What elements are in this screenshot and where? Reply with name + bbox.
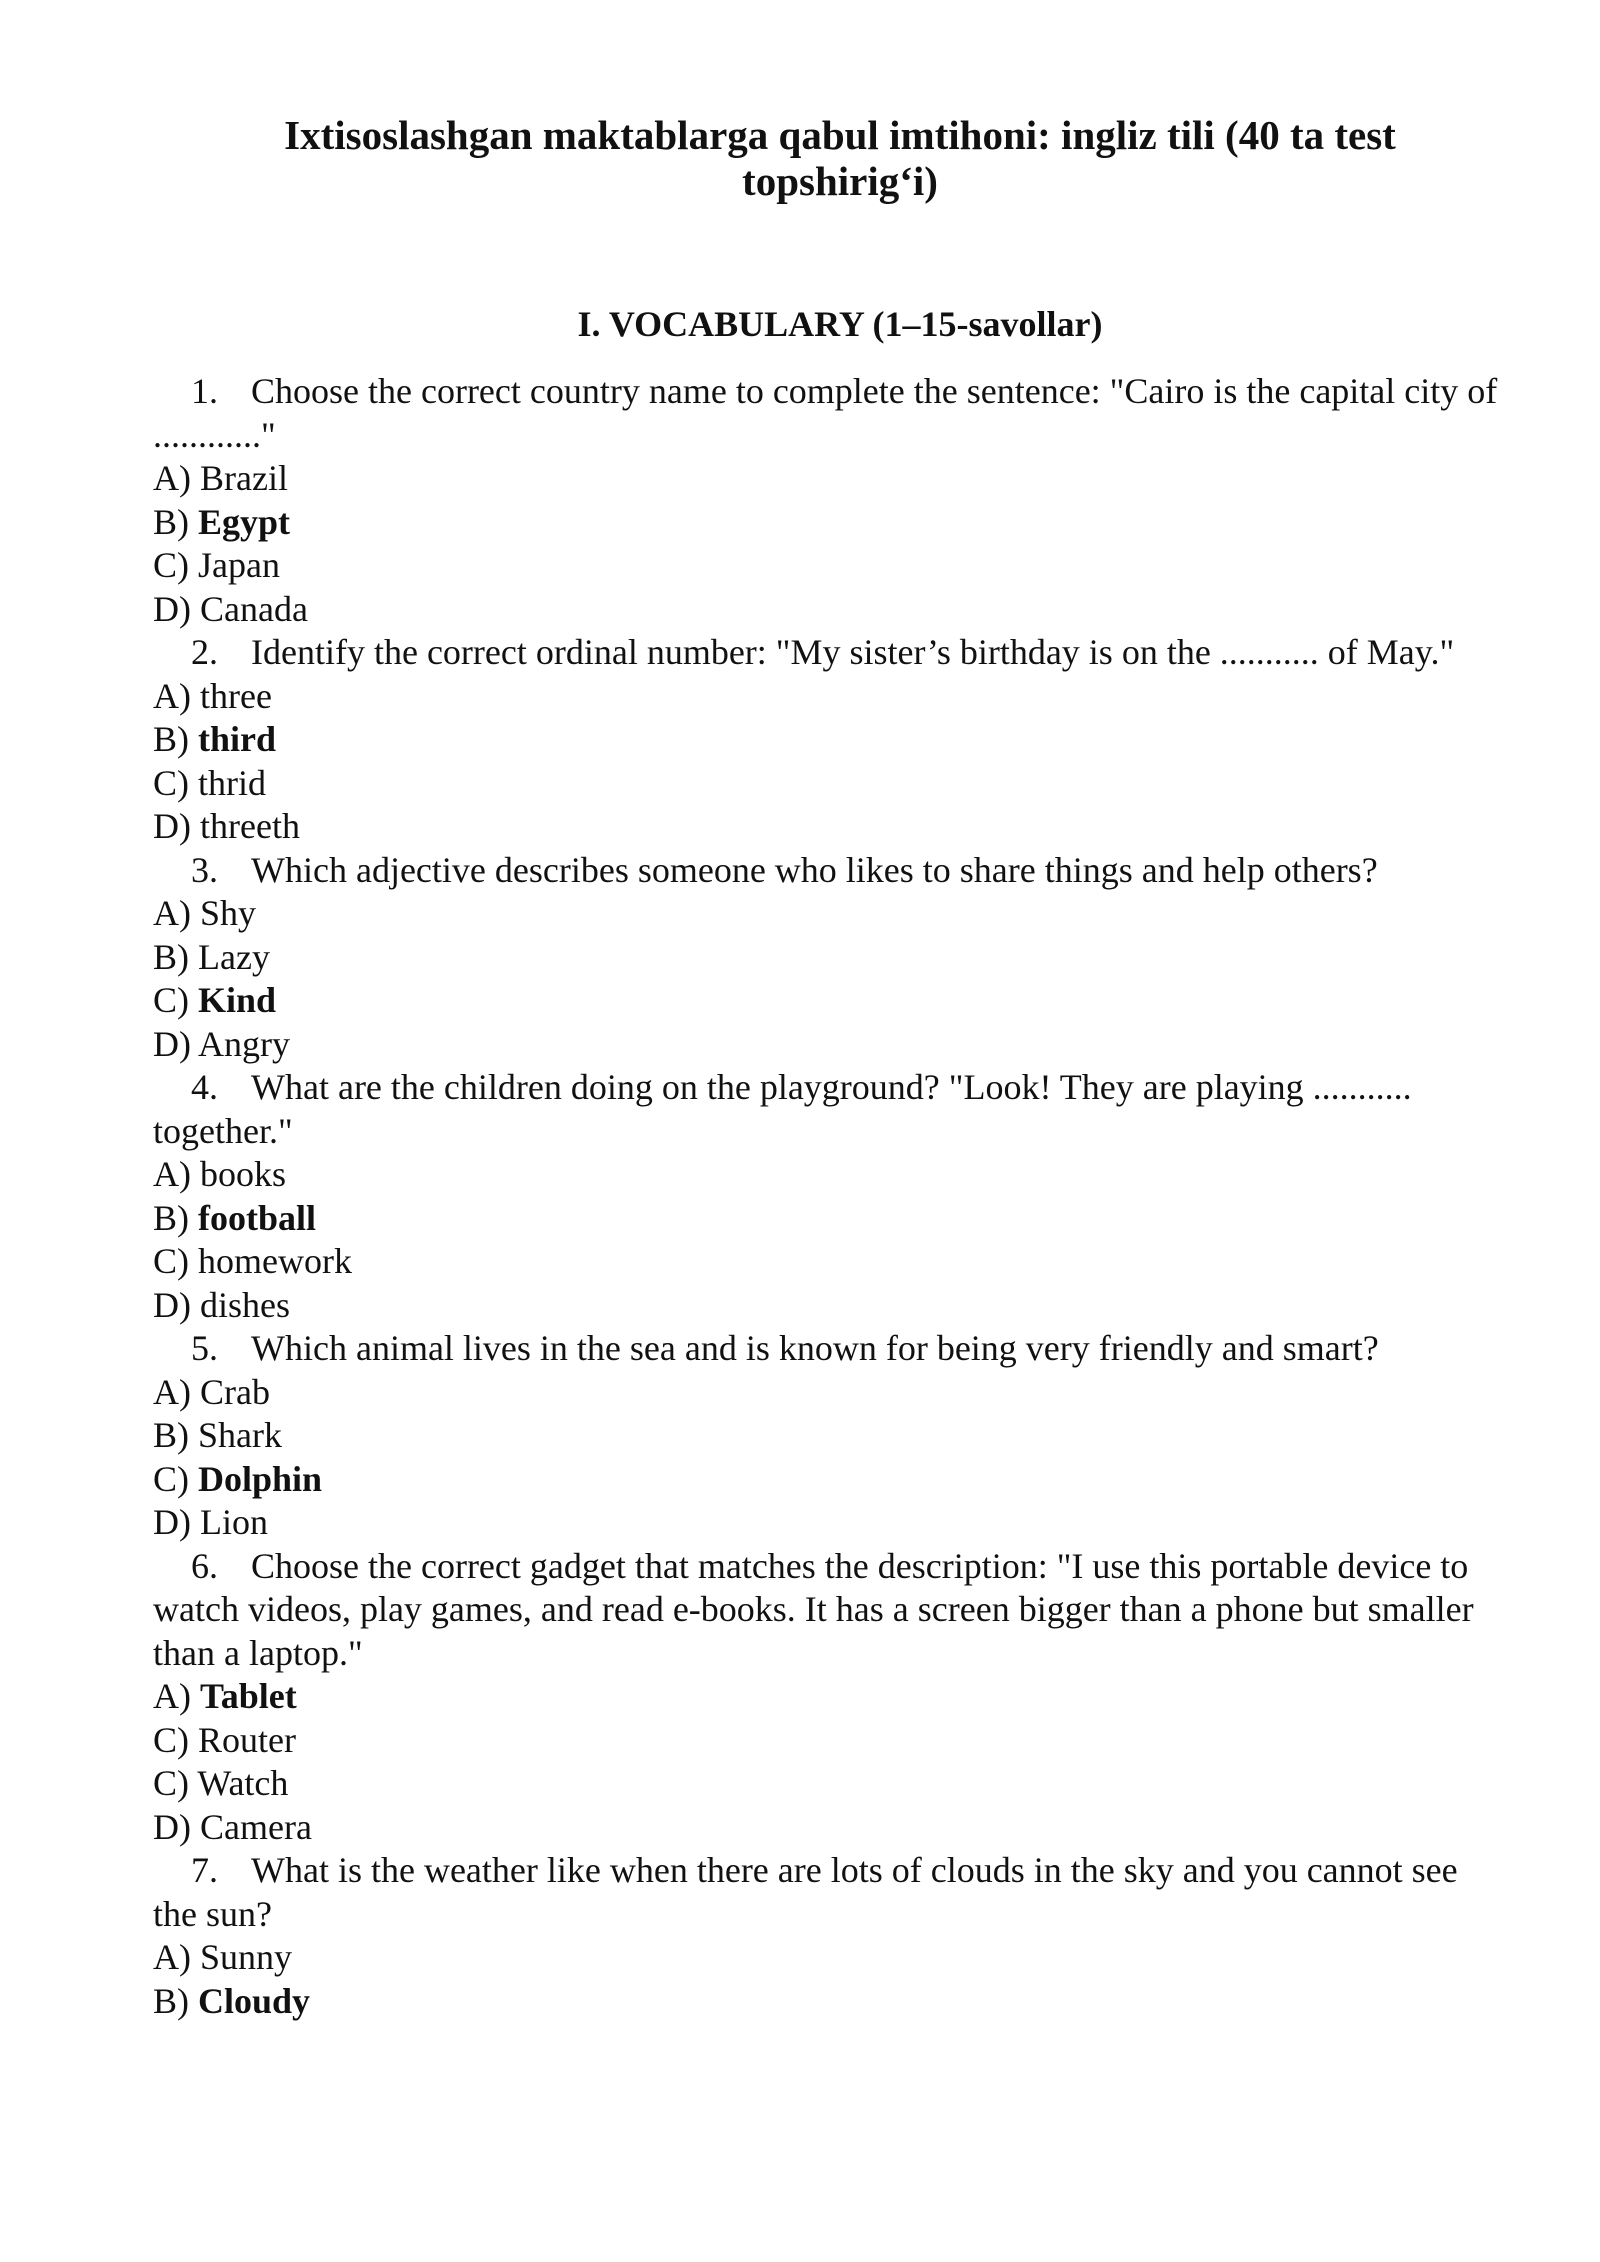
option-text: Canada <box>200 588 308 629</box>
option-text: threeth <box>200 806 300 846</box>
question-text <box>153 849 1498 893</box>
answer-option <box>153 457 1498 501</box>
option-letter: B) <box>153 501 189 542</box>
question-prompt: What are the children doing on the playground? "Look! They are playing ........... together." <box>153 1067 1412 1151</box>
answer-option <box>153 1980 1498 2024</box>
option-letter: C) <box>153 980 189 1020</box>
answer-option <box>153 1458 1498 1502</box>
question-number: 5. <box>191 1328 218 1368</box>
question-prompt: Choose the correct country name to complete the sentence: "Cairo is the capital city of ............" <box>153 371 1498 455</box>
option-text: Lion <box>200 1502 268 1542</box>
answer-option <box>153 1284 1498 1328</box>
option-text: three <box>200 675 272 716</box>
option-text: Shy <box>200 893 257 933</box>
question-text <box>153 1849 1498 1936</box>
question-3 <box>153 849 1498 1067</box>
question-prompt: Identify the correct ordinal number: "My sister’s birthday is on the ........... of May." <box>251 632 1455 672</box>
option-text: third <box>198 719 277 759</box>
answer-option <box>153 1806 1498 1850</box>
question-prompt: Choose the correct gadget that matches the description: "I use this portable device to watch videos, play games, and read e-books. It has a screen bigger than a phone but smaller than a laptop." <box>153 1545 1474 1673</box>
option-text: Lazy <box>198 936 270 977</box>
question-2 <box>153 631 1498 849</box>
option-text: Japan <box>198 545 280 585</box>
option-text: Brazil <box>200 458 288 498</box>
question-prompt: What is the weather like when there are lots of clouds in the sky and you cannot see the sun? <box>153 1850 1458 1934</box>
option-letter: D) <box>153 1284 191 1325</box>
question-1 <box>153 370 1498 631</box>
answer-option <box>153 1371 1498 1415</box>
question-4 <box>153 1066 1498 1327</box>
option-letter: D) <box>153 588 191 629</box>
option-letter: B) <box>153 1415 189 1455</box>
option-letter: D) <box>153 806 191 846</box>
option-letter: C) <box>153 1719 189 1760</box>
section-heading: I. VOCABULARY (1–15-savollar) <box>577 304 1103 344</box>
answer-option <box>153 1240 1498 1284</box>
option-letter: A) <box>153 675 191 716</box>
question-text <box>153 631 1498 675</box>
question-number: 4. <box>191 1067 218 1107</box>
answer-option <box>153 892 1498 936</box>
question-text <box>153 370 1498 457</box>
answer-option <box>153 979 1498 1023</box>
option-letter: A) <box>153 458 191 498</box>
option-letter: C) <box>153 762 189 803</box>
option-text: dishes <box>200 1284 290 1325</box>
option-text: Sunny <box>200 1937 293 1977</box>
option-text: Angry <box>198 1023 291 1064</box>
option-letter: D) <box>153 1502 191 1542</box>
option-letter: C) <box>153 1763 189 1803</box>
option-text: Router <box>198 1719 296 1760</box>
option-letter: C) <box>153 1241 189 1281</box>
option-letter: B) <box>153 1980 189 2021</box>
option-letter: D) <box>153 1806 191 1847</box>
option-text: Egypt <box>198 501 291 542</box>
option-letter: A) <box>153 893 191 933</box>
question-text <box>153 1545 1498 1676</box>
answer-option <box>153 501 1498 545</box>
answer-option <box>153 1023 1498 1067</box>
option-text: Dolphin <box>198 1458 323 1499</box>
option-letter: C) <box>153 545 189 585</box>
answer-option <box>153 718 1498 762</box>
question-7 <box>153 1849 1498 2023</box>
document-title: Ixtisoslashgan maktablarga qabul imtihoni: ingliz tili (40 ta test topshirig‘i) <box>284 112 1396 204</box>
option-letter: B) <box>153 1197 189 1238</box>
answer-option <box>153 1719 1498 1763</box>
option-letter: D) <box>153 1023 191 1064</box>
option-letter: B) <box>153 936 189 977</box>
question-number: 6. <box>191 1545 218 1586</box>
option-text: Cloudy <box>198 1980 311 2021</box>
answer-option <box>153 1501 1498 1545</box>
option-text: Tablet <box>200 1676 297 1716</box>
question-list <box>153 370 1498 2023</box>
question-text <box>153 1066 1498 1153</box>
option-text: Crab <box>200 1371 270 1412</box>
answer-option <box>153 936 1498 980</box>
option-text: homework <box>198 1241 352 1281</box>
answer-option <box>153 544 1498 588</box>
option-text: Kind <box>198 980 277 1020</box>
option-letter: A) <box>153 1937 191 1977</box>
answer-option <box>153 675 1498 719</box>
option-text: Watch <box>197 1763 289 1803</box>
answer-option <box>153 1414 1498 1458</box>
question-number: 3. <box>191 849 218 890</box>
question-prompt: Which animal lives in the sea and is known for being very friendly and smart? <box>251 1328 1379 1368</box>
answer-option <box>153 1762 1498 1806</box>
answer-option <box>153 588 1498 632</box>
answer-option <box>153 1675 1498 1719</box>
answer-option <box>153 762 1498 806</box>
option-letter: A) <box>153 1154 191 1194</box>
option-letter: A) <box>153 1371 191 1412</box>
question-5 <box>153 1327 1498 1545</box>
answer-option <box>153 805 1498 849</box>
question-number: 2. <box>191 632 218 672</box>
option-text: Camera <box>200 1806 312 1847</box>
option-text: thrid <box>198 762 266 803</box>
question-text <box>153 1327 1498 1371</box>
question-number: 1. <box>191 371 218 411</box>
answer-option <box>153 1153 1498 1197</box>
option-text: football <box>198 1197 317 1238</box>
answer-option <box>153 1197 1498 1241</box>
question-6 <box>153 1545 1498 1850</box>
answer-option <box>153 1936 1498 1980</box>
option-letter: B) <box>153 719 189 759</box>
question-number: 7. <box>191 1850 218 1890</box>
option-letter: C) <box>153 1458 189 1499</box>
option-letter: A) <box>153 1676 191 1716</box>
option-text: Shark <box>198 1415 282 1455</box>
question-prompt: Which adjective describes someone who likes to share things and help others? <box>251 849 1378 890</box>
option-text: books <box>200 1154 287 1194</box>
